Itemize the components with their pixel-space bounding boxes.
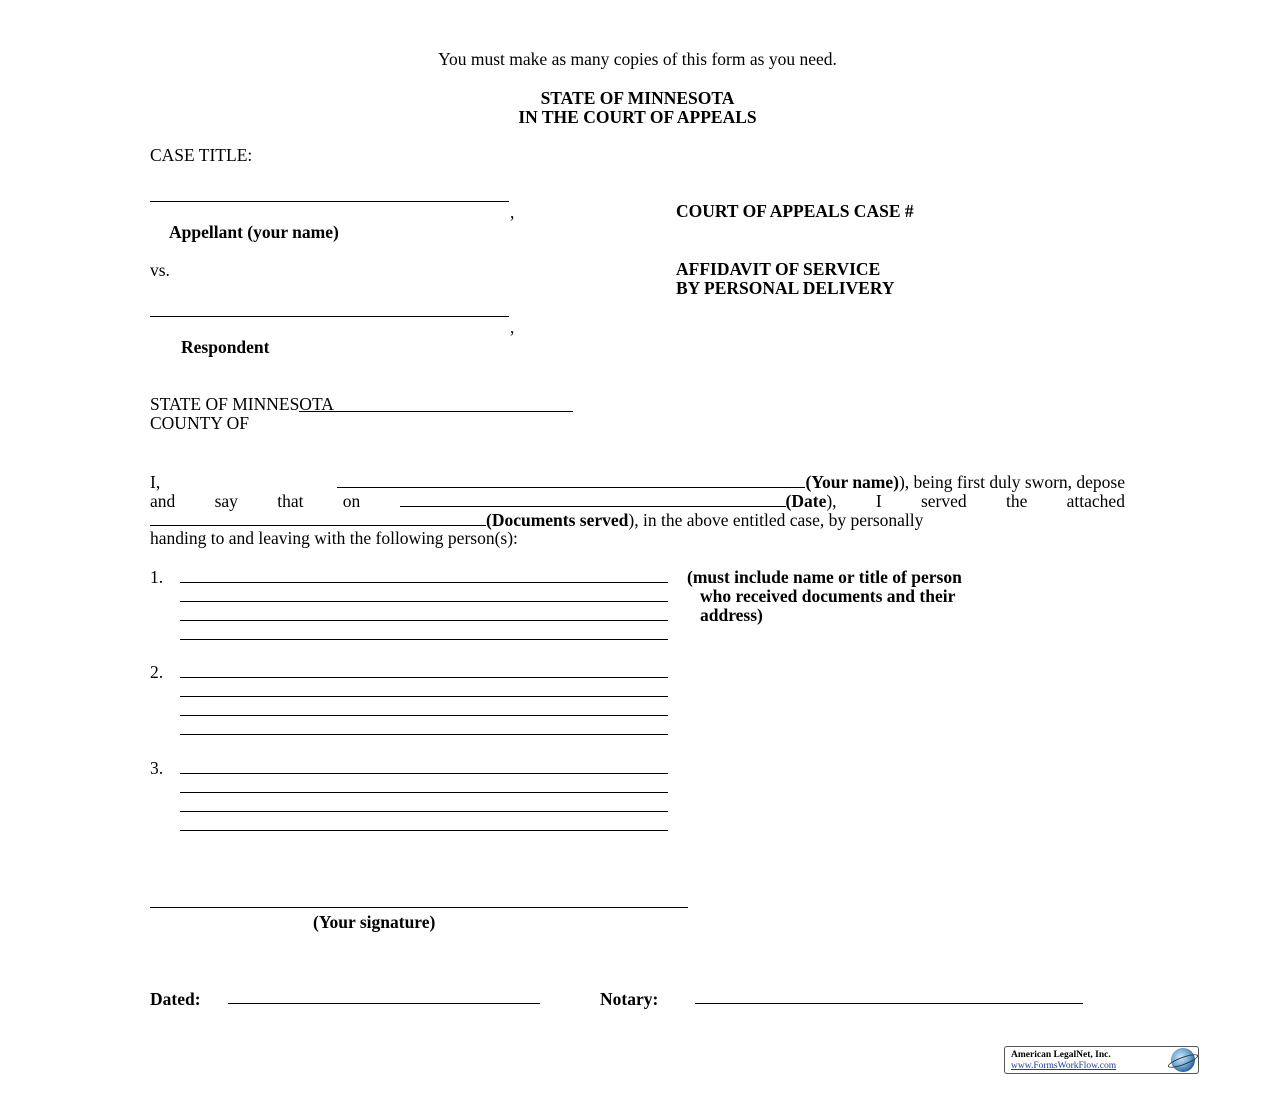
word-attached: attached <box>1066 491 1125 511</box>
notary-label: Notary: <box>600 989 659 1009</box>
respondent-name-line[interactable] <box>150 316 509 317</box>
versus-label: vs. <box>150 260 170 280</box>
affiant-prefix: I, <box>150 472 161 492</box>
your-name-label: (Your name) <box>805 472 899 492</box>
documents-served-line[interactable] <box>150 510 486 526</box>
person-2-line-2[interactable] <box>180 696 668 697</box>
person-2-line-4[interactable] <box>180 734 668 735</box>
date-close: ), <box>826 491 837 511</box>
paragraph-line-4: handing to and leaving with the following person(s): <box>150 528 518 548</box>
affidavit-paragraph <box>150 472 1125 548</box>
case-number-label: COURT OF APPEALS CASE # <box>676 201 914 221</box>
case-title-label: CASE TITLE: <box>150 145 253 165</box>
logo-url-link[interactable]: www.FormsWorkFlow.com <box>1011 1061 1117 1071</box>
venue-state: STATE OF MINNESOTA <box>150 394 334 414</box>
paragraph-line-3 <box>150 510 1125 529</box>
respondent-comma: , <box>510 317 515 337</box>
globe-icon <box>1171 1048 1195 1072</box>
person-3-line-2[interactable] <box>180 792 668 793</box>
word-say: say <box>214 491 238 511</box>
paragraph-line-2 <box>150 491 1125 510</box>
entitled-text: ), in the above entitled case, by personally <box>628 510 924 530</box>
word-and: and <box>150 491 176 511</box>
instruction-line-3: address) <box>700 605 763 625</box>
american-legalnet-logo[interactable] <box>1004 1046 1199 1074</box>
word-on: on <box>342 491 361 511</box>
person-3-line-1[interactable] <box>180 773 668 774</box>
person-3-line-3[interactable] <box>180 811 668 812</box>
date-label: (Date <box>785 491 827 511</box>
word-served: served <box>920 491 967 511</box>
person-2-number: 2. <box>150 662 164 682</box>
person-2-line-1[interactable] <box>180 677 668 678</box>
person-2-line-3[interactable] <box>180 715 668 716</box>
person-1-line-2[interactable] <box>180 601 668 602</box>
affiant-name-line[interactable] <box>337 472 805 488</box>
instruction-line-2: who received documents and their <box>700 586 956 606</box>
notary-line[interactable] <box>695 1003 1083 1004</box>
appellant-label: Appellant (your name) <box>169 222 339 242</box>
document-title-line-2: BY PERSONAL DELIVERY <box>676 278 895 298</box>
logo-company-name: American LegalNet, Inc. <box>1011 1050 1111 1060</box>
word-that: that <box>277 491 304 511</box>
respondent-label: Respondent <box>181 337 270 357</box>
person-1-number: 1. <box>150 567 164 587</box>
county-line[interactable] <box>299 411 573 412</box>
dated-label: Dated: <box>150 989 201 1009</box>
service-date-line[interactable] <box>400 491 786 507</box>
person-1-line-4[interactable] <box>180 639 668 640</box>
documents-served-label: (Documents served <box>486 510 629 530</box>
signature-line[interactable] <box>150 907 688 908</box>
court-heading: IN THE COURT OF APPEALS <box>518 107 757 127</box>
word-the: the <box>1005 491 1028 511</box>
word-i: I <box>875 491 882 511</box>
appellant-comma: , <box>510 202 515 222</box>
state-heading: STATE OF MINNESOTA <box>540 88 735 108</box>
paragraph-line-1 <box>150 472 1125 491</box>
person-3-line-4[interactable] <box>180 830 668 831</box>
person-3-number: 3. <box>150 758 164 778</box>
instruction-line-1: (must include name or title of person <box>687 567 962 587</box>
signature-label: (Your signature) <box>313 912 436 932</box>
sworn-text: ), being first duly sworn, depose <box>898 472 1125 492</box>
appellant-name-line[interactable] <box>150 201 509 202</box>
person-1-line-3[interactable] <box>180 620 668 621</box>
person-1-line-1[interactable] <box>180 582 668 583</box>
dated-line[interactable] <box>228 1003 540 1004</box>
copies-note: You must make as many copies of this form as you need. <box>438 49 837 69</box>
county-label: COUNTY OF <box>150 413 250 433</box>
document-title-line-1: AFFIDAVIT OF SERVICE <box>676 259 881 279</box>
